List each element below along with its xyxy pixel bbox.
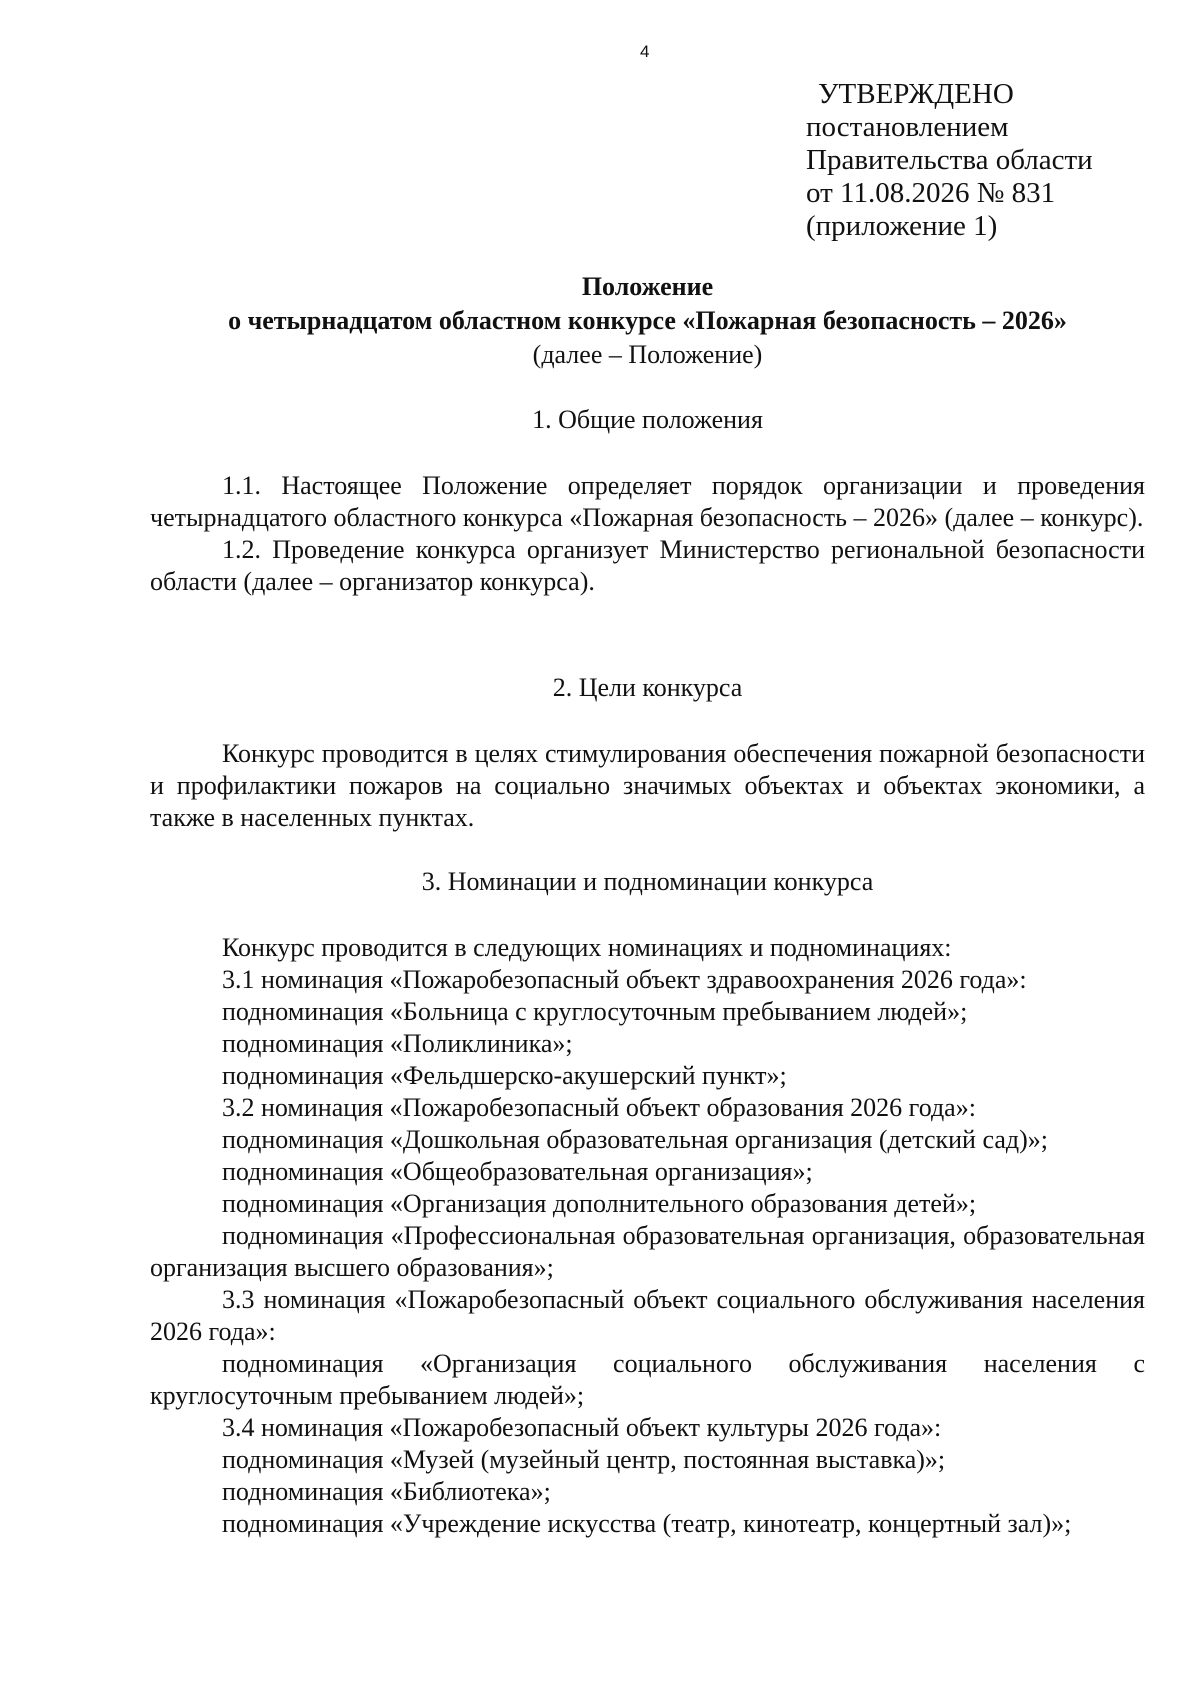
document-title xyxy=(150,270,1145,372)
list-item: подноминация «Больница с круглосуточным пребыванием людей»; xyxy=(222,997,968,1026)
list-item: подноминация «Организация социального обслуживания населения с круглосуточным пребыванием людей»; xyxy=(150,1349,1145,1410)
list-item: подноминация «Дошкольная образовательная организация (детский сад)»; xyxy=(222,1125,1048,1154)
list-item: 3.3 номинация «Пожаробезопасный объект социального обслуживания населения 2026 года»: xyxy=(150,1285,1145,1346)
approval-stamp xyxy=(806,78,1093,243)
approval-line: от 11.08.2026 № 831 xyxy=(806,177,1056,209)
list-item: 3.2 номинация «Пожаробезопасный объект образования 2026 года»: xyxy=(222,1093,976,1122)
list-item: подноминация «Фельдшерско-акушерский пункт»; xyxy=(222,1061,787,1090)
approval-line: Правительства области xyxy=(806,144,1093,176)
paragraph: Конкурс проводится в целях стимулирования обеспечения пожарной безопасности и профилактики пожаров на социально значимых объектах и объектах экономики, а также в населенных пунктах. xyxy=(150,739,1145,832)
list-item: подноминация «Общеобразовательная организация»; xyxy=(222,1157,813,1186)
list-item: подноминация «Поликлиника»; xyxy=(222,1029,573,1058)
paragraph: 1.1. Настоящее Положение определяет порядок организации и проведения четырнадцатого областного конкурса «Пожарная безопасность – 2026» (далее – конкурс). xyxy=(150,471,1145,532)
list-item: Конкурс проводится в следующих номинациях и подноминациях: xyxy=(222,933,952,962)
title-line: (далее – Положение) xyxy=(532,340,763,369)
list-item: подноминация «Библиотека»; xyxy=(222,1477,551,1506)
approval-line: постановлением xyxy=(806,111,1009,143)
section-heading: 2. Цели конкурса xyxy=(552,673,743,702)
approval-line: (приложение 1) xyxy=(806,210,998,242)
section-heading: 3. Номинации и подноминации конкурса xyxy=(421,867,874,896)
list-item: 3.4 номинация «Пожаробезопасный объект культуры 2026 года»: xyxy=(222,1413,942,1442)
section-heading: 1. Общие положения xyxy=(532,405,763,434)
list-item: подноминация «Музей (музейный центр, постоянная выставка)»; xyxy=(222,1445,946,1474)
list-item: подноминация «Организация дополнительного образования детей»; xyxy=(222,1189,977,1218)
title-line: Положение xyxy=(581,272,714,301)
approval-title: УТВЕРЖДЕНО xyxy=(818,78,1014,110)
section-body xyxy=(150,470,1145,598)
section-body xyxy=(150,738,1145,834)
list-item: подноминация «Профессиональная образовательная организация, образовательная организация высшего образования»; xyxy=(150,1221,1145,1282)
title-line: о четырнадцатом областном конкурсе «Пожарная безопасность – 2026» xyxy=(228,306,1067,335)
list-item: 3.1 номинация «Пожаробезопасный объект здравоохранения 2026 года»: xyxy=(222,965,1027,994)
nominations-list xyxy=(150,932,1145,1540)
list-item: подноминация «Учреждение искусства (театр, кинотеатр, концертный зал)»; xyxy=(222,1509,1072,1538)
paragraph: 1.2. Проведение конкурса организует Министерство региональной безопасности области (далее – организатор конкурса). xyxy=(150,535,1145,596)
page-number: 4 xyxy=(640,42,650,61)
